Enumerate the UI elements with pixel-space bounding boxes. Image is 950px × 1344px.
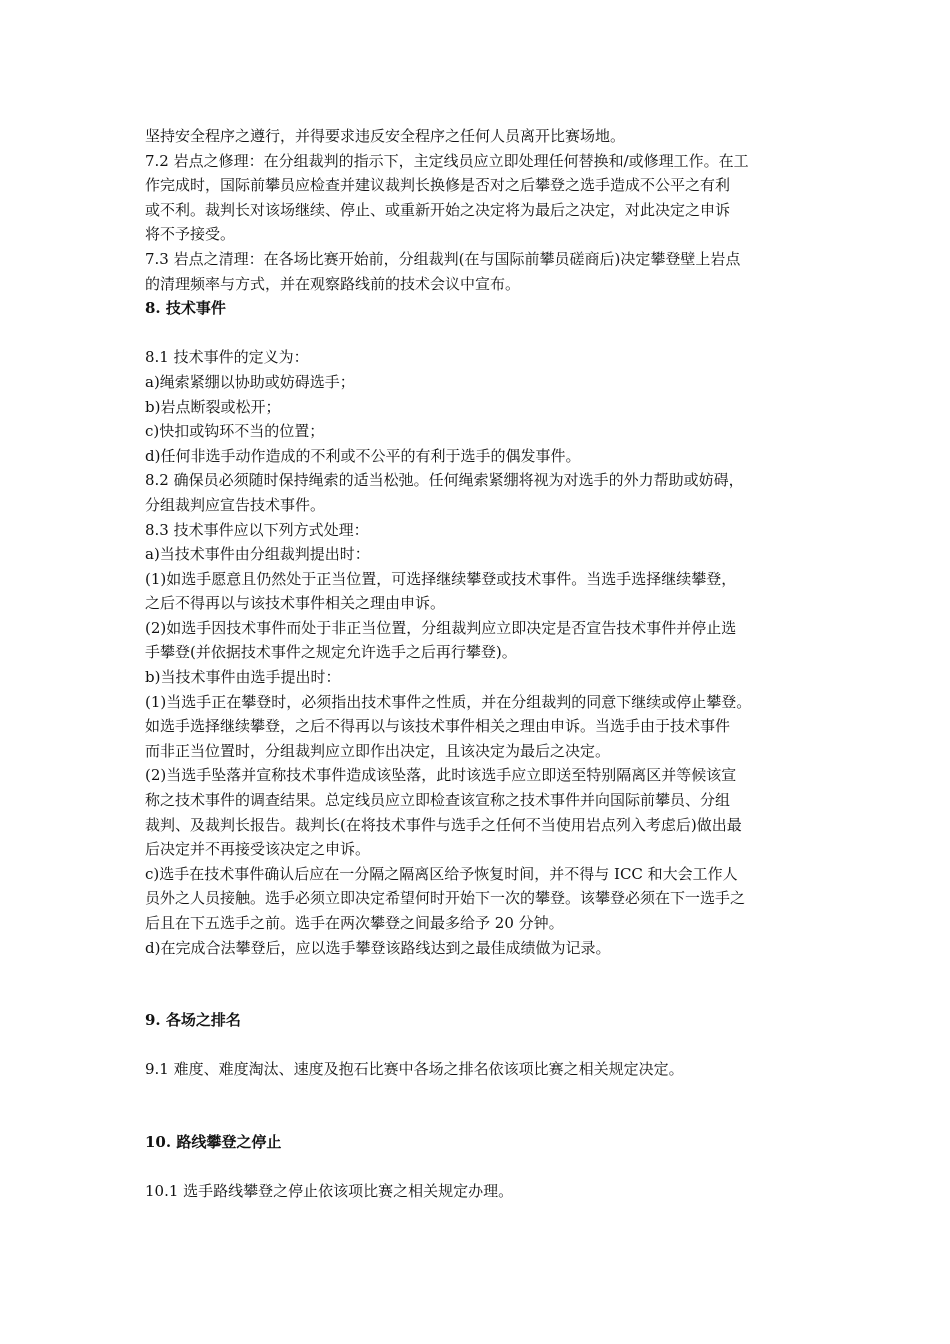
text-line: 作完成时，国际前攀员应检查并建议裁判长换修是否对之后攀登之选手造成不公平之有利: [145, 176, 731, 195]
text-line: 之后不得再以与该技术事件相关之理由申诉。: [145, 594, 446, 613]
text-line: b)岩点断裂或松开；: [145, 397, 281, 416]
paragraph-7-3: [145, 247, 825, 296]
spacer: [145, 1155, 825, 1180]
text-line: a)当技术事件由分组裁判提出时：: [145, 545, 370, 564]
text-line: 8.2 确保员必须随时保持绳索的适当松弛。任何绳索紧绷将视为对选手的外力帮助或妨碍，: [145, 471, 744, 490]
paragraph-7-1-tail: 坚持安全程序之遵行，并得要求违反安全程序之任何人员离开比赛场地。: [145, 127, 626, 145]
text-line: 将不予接受。: [145, 225, 236, 244]
text-line: 7.3 岩点之清理：在各场比赛开始前，分组裁判(在与国际前攀员磋商后)决定攀登壁上岩点: [145, 249, 741, 268]
section-heading-9: 9. 各场之排名: [145, 1011, 241, 1030]
text-line: b)当技术事件由选手提出时：: [145, 668, 341, 687]
text-line: 手攀登(并依据技术事件之规定允许选手之后再行攀登)。: [145, 643, 517, 662]
text-line: 7.2 岩点之修理：在分组裁判的指示下，主定线员应立即处理任何替换和/或修理工作。在工: [145, 151, 749, 170]
document-page: [145, 124, 825, 1204]
section-heading-8: 8. 技术事件: [145, 299, 226, 318]
text-line: 称之技术事件的调查结果。总定线员应立即检查该宣称之技术事件并向国际前攀员、分组: [145, 791, 731, 810]
text-line: 如选手选择继续攀登，之后不得再以与该技术事件相关之理由申诉。当选手由于技术事件: [145, 717, 731, 736]
text-line: 分组裁判应宣告技术事件。: [145, 495, 326, 514]
text-line: 而非正当位置时，分组裁判应立即作出决定，且该决定为最后之决定。: [145, 741, 611, 760]
text-line: (1)如选手愿意且仍然处于正当位置，可选择继续攀登或技术事件。当选手选择继续攀登，: [145, 569, 737, 588]
text-line: 8.3 技术事件应以下列方式处理：: [145, 520, 369, 539]
text-line: c)选手在技术事件确认后应在一分隔之隔离区给予恢复时间，并不得与 ICC 和大会工作人: [145, 864, 738, 883]
text-line: 员外之人员接触。选手必须立即决定希望何时开始下一次的攀登。该攀登必须在下一选手之: [145, 889, 746, 908]
text-line: 后且在下五选手之前。选手在两次攀登之间最多给予 20 分钟。: [145, 914, 564, 932]
spacer: [145, 960, 825, 1008]
section-8-body: [145, 345, 825, 960]
text-line: c)快扣或钩环不当的位置；: [145, 422, 325, 441]
text-line: 后决定并不再接受该决定之申诉。: [145, 840, 371, 859]
text-line: (2)当选手坠落并宣称技术事件造成该坠落，此时该选手应立即送至特别隔离区并等候该宣: [145, 766, 737, 785]
spacer: [145, 1033, 825, 1058]
text-line: d)任何非选手动作造成的不利或不公平的有利于选手的偶发事件。: [145, 446, 581, 465]
text-line: 的清理频率与方式，并在观察路线前的技术会议中宣布。: [145, 274, 521, 293]
paragraph-9-1: 9.1 难度、难度淘汰、速度及抱石比赛中各场之排名依该项比赛之相关规定决定。: [145, 1060, 684, 1079]
paragraph-10-1: 10.1 选手路线攀登之停止依该项比赛之相关规定办理。: [145, 1182, 514, 1201]
text-line: (2)如选手因技术事件而处于非正当位置，分组裁判应立即决定是否宣告技术事件并停止选: [145, 618, 737, 637]
text-line: 8.1 技术事件的定义为：: [145, 348, 309, 367]
text-line: a)绳索紧绷以协助或妨碍选手；: [145, 372, 355, 391]
text-line: d)在完成合法攀登后，应以选手攀登该路线达到之最佳成绩做为记录。: [145, 938, 611, 957]
text-line: (1)当选手正在攀登时，必须指出技术事件之性质，并在分组裁判的同意下继续或停止攀登。: [145, 692, 752, 711]
text-line: 裁判、及裁判长报告。裁判长(在将技术事件与选手之任何不当使用岩点列入考虑后)做出最: [145, 815, 742, 834]
section-heading-10: 10. 路线攀登之停止: [145, 1132, 282, 1151]
spacer: [145, 321, 825, 346]
paragraph-7-2: [145, 149, 825, 247]
text-line: 或不利。裁判长对该场继续、停止、或重新开始之决定将为最后之决定，对此决定之申诉: [145, 200, 731, 219]
spacer: [145, 1082, 825, 1130]
